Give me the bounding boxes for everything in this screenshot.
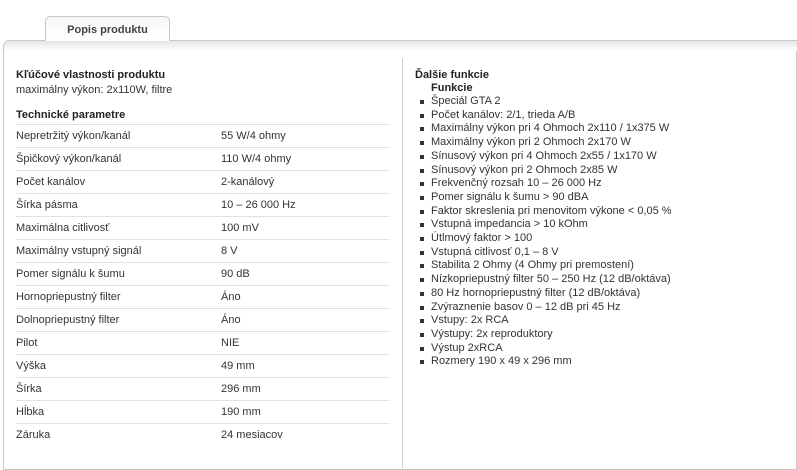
list-item-text: Frekvenčný rozsah 10 – 26 000 Hz xyxy=(431,177,602,190)
list-item-text: Počet kanálov: 2/1, trieda A/B xyxy=(431,108,576,121)
param-value: 190 mm xyxy=(221,401,389,424)
tab-bar xyxy=(0,0,797,40)
param-label: Pomer signálu k šumu xyxy=(16,263,221,286)
bullet-icon xyxy=(420,360,424,364)
right-column xyxy=(415,69,790,369)
list-item-text: Maximálny výkon pri 4 Ohmoch 2x110 / 1x375 W xyxy=(431,122,670,135)
param-value: 296 mm xyxy=(221,378,389,401)
list-item-text: Výstupy: 2x reproduktory xyxy=(431,327,553,340)
list-item xyxy=(415,150,790,164)
table-row xyxy=(16,217,389,240)
list-item-text: Zvýraznenie basov 0 – 12 dB pri 45 Hz xyxy=(431,300,621,313)
table-row xyxy=(16,148,389,171)
bullet-icon xyxy=(420,347,424,351)
list-item xyxy=(415,122,790,136)
param-label: Nepretržitý výkon/kanál xyxy=(16,125,221,148)
panel-header-gradient xyxy=(4,41,797,51)
list-item xyxy=(415,191,790,205)
table-row xyxy=(16,125,389,148)
param-value: 55 W/4 ohmy xyxy=(221,125,389,148)
param-label: Maximálna citlivosť xyxy=(16,217,221,240)
list-item xyxy=(415,205,790,219)
param-value: 2-kanálový xyxy=(221,171,389,194)
bullet-icon xyxy=(420,306,424,310)
list-item-text: Špeciál GTA 2 xyxy=(431,95,501,107)
list-item-text: Vstupná citlivosť 0,1 – 8 V xyxy=(431,245,559,258)
param-value: 8 V xyxy=(221,240,389,263)
param-label: Hĺbka xyxy=(16,401,221,424)
list-item-text: Maximálny výkon pri 2 Ohmoch 2x170 W xyxy=(431,136,631,149)
list-item xyxy=(415,218,790,232)
list-item-text: Sínusový výkon pri 2 Ohmoch 2x85 W xyxy=(431,163,618,176)
list-item xyxy=(415,136,790,150)
param-label: Záruka xyxy=(16,424,221,447)
table-row xyxy=(16,401,389,424)
table-row xyxy=(16,194,389,217)
bullet-icon xyxy=(420,114,424,118)
list-item-text: Faktor skreslenia pri menovitom výkone < 0,05 % xyxy=(431,204,672,217)
list-item xyxy=(415,301,790,315)
bullet-icon xyxy=(420,196,424,200)
param-label: Výška xyxy=(16,355,221,378)
param-label: Šírka pásma xyxy=(16,194,221,217)
bullet-icon xyxy=(420,292,424,296)
list-item-text: Rozmery 190 x 49 x 296 mm xyxy=(431,355,572,368)
param-value: 100 mV xyxy=(221,217,389,240)
tech-params-title: Technické parametre xyxy=(16,109,126,121)
left-column xyxy=(16,69,389,446)
param-value: 49 mm xyxy=(221,355,389,378)
list-item xyxy=(415,95,790,109)
param-label: Hornopriepustný filter xyxy=(16,286,221,309)
list-item xyxy=(415,232,790,246)
column-divider xyxy=(402,58,403,468)
param-label: Počet kanálov xyxy=(16,171,221,194)
param-label: Šírka xyxy=(16,378,221,401)
param-value: 24 mesiacov xyxy=(221,424,389,447)
bullet-icon xyxy=(420,155,424,159)
table-row xyxy=(16,378,389,401)
list-item xyxy=(415,314,790,328)
list-item xyxy=(415,164,790,178)
list-item xyxy=(415,355,790,369)
table-row xyxy=(16,263,389,286)
table-row xyxy=(16,332,389,355)
features-list xyxy=(415,95,790,369)
table-row xyxy=(16,309,389,332)
param-label: Špičkový výkon/kanál xyxy=(16,148,221,171)
table-row xyxy=(16,424,389,447)
bullet-icon xyxy=(420,319,424,323)
list-item-text: Nízkopriepustný filter 50 – 250 Hz (12 dB/oktáva) xyxy=(431,273,671,286)
list-item-text: Stabilita 2 Ohmy (4 Ohmy pri premostení) xyxy=(431,259,634,272)
list-item xyxy=(415,273,790,287)
bullet-icon xyxy=(420,333,424,337)
tech-params-table xyxy=(16,124,389,446)
param-value: NIE xyxy=(221,332,389,355)
list-item xyxy=(415,246,790,260)
param-value: 110 W/4 ohmy xyxy=(221,148,389,171)
list-item xyxy=(415,287,790,301)
list-item-text: Vstupy: 2x RCA xyxy=(431,314,509,327)
list-item-text: 80 Hz hornopriepustný filter (12 dB/oktáva) xyxy=(431,286,641,299)
list-item xyxy=(415,328,790,342)
bullet-icon xyxy=(420,278,424,282)
other-features-title: Ďalšie funkcie xyxy=(415,69,489,81)
bullet-icon xyxy=(420,237,424,241)
tab-product-description[interactable]: Popis produktu xyxy=(45,16,170,41)
list-item-text: Výstup 2xRCA xyxy=(431,341,503,354)
param-label: Dolnopriepustný filter xyxy=(16,309,221,332)
table-row xyxy=(16,240,389,263)
param-value: Áno xyxy=(221,309,389,332)
bullet-icon xyxy=(420,223,424,227)
table-row xyxy=(16,355,389,378)
list-item xyxy=(415,177,790,191)
list-item xyxy=(415,109,790,123)
bullet-icon xyxy=(420,264,424,268)
list-item-text: Útlmový faktor > 100 xyxy=(431,232,533,245)
key-features-title: Kľúčové vlastnosti produktu xyxy=(16,69,166,81)
features-subtitle: Funkcie xyxy=(431,82,473,94)
param-value: 10 – 26 000 Hz xyxy=(221,194,389,217)
param-value: 90 dB xyxy=(221,263,389,286)
bullet-icon xyxy=(420,127,424,131)
list-item-text: Pomer signálu k šumu > 90 dBA xyxy=(431,190,589,203)
key-features-value: maximálny výkon: 2x110W, filtre xyxy=(16,84,173,96)
table-row xyxy=(16,286,389,309)
bullet-icon xyxy=(420,210,424,214)
list-item xyxy=(415,259,790,273)
param-value: Áno xyxy=(221,286,389,309)
bullet-icon xyxy=(420,182,424,186)
param-label: Maximálny vstupný signál xyxy=(16,240,221,263)
bullet-icon xyxy=(420,169,424,173)
bullet-icon xyxy=(420,251,424,255)
bullet-icon xyxy=(420,100,424,104)
param-label: Pilot xyxy=(16,332,221,355)
bullet-icon xyxy=(420,141,424,145)
list-item xyxy=(415,342,790,356)
list-item-text: Sínusový výkon pri 4 Ohmoch 2x55 / 1x170 W xyxy=(431,149,657,162)
list-item-text: Vstupná impedancia > 10 kOhm xyxy=(431,218,588,231)
table-row xyxy=(16,171,389,194)
